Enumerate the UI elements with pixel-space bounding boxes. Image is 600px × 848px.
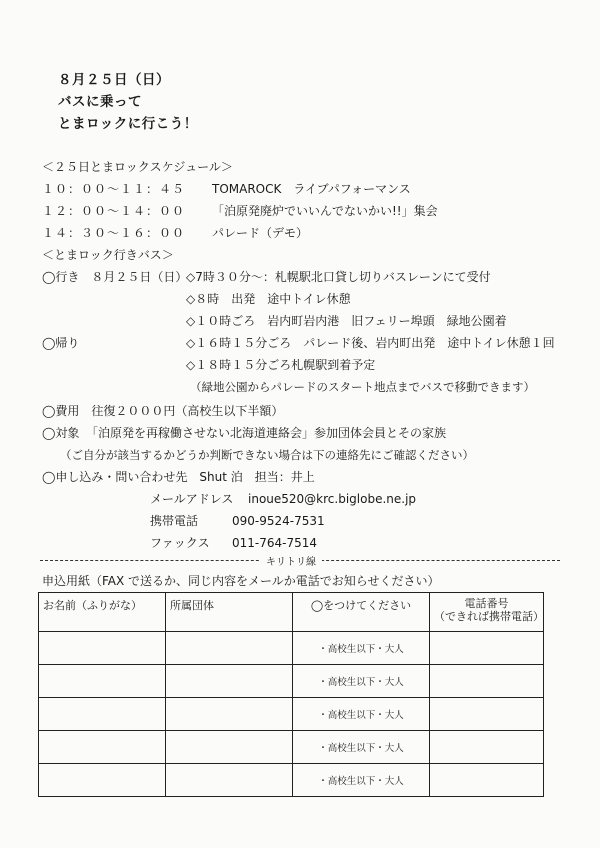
org-column-header: 所属団体 [166,593,293,632]
outbound-label: ◯行き ８月２５日（日） [42,270,188,284]
phone-cell[interactable] [430,731,544,764]
return-item: ◇１８時１５分ごろ札幌駅到着予定 [186,358,376,372]
schedule-event: 「泊原発廃炉でいいんでないかい!!」集会 [212,204,438,218]
event-date: ８月２５日（日） [58,72,170,88]
org-cell[interactable] [166,698,293,731]
org-cell[interactable] [166,764,293,797]
headline-line2: とまロックに行こう！ [58,116,198,132]
schedule-event: TOMAROCK ライブパフォーマンス [212,182,411,196]
mobile-number: 090-9524-7531 [232,514,325,528]
form-row [39,698,544,731]
org-cell[interactable] [166,731,293,764]
form-row [39,665,544,698]
form-row [39,632,544,665]
ticket-cell[interactable]: ・高校生以下・大人 [293,665,430,698]
application-form-table [38,592,544,797]
org-cell[interactable] [166,632,293,665]
name-cell[interactable] [39,764,166,797]
form-header-row [39,593,544,632]
bus-heading: ＜とまロック行きバス＞ [42,248,174,262]
phone-header-line2: （できれば携帯電話） [434,610,544,623]
schedule-time: １２：００～１４：００ [42,204,186,218]
name-column-header: お名前（ふりがな） [39,593,166,632]
return-item: ◇１６時１５分ごろ パレード後、岩内町出発 途中トイレ休憩１回 [186,336,555,350]
cut-line-label: キリトリ線 [260,553,322,568]
name-cell[interactable] [39,698,166,731]
fax-number: 011-764-7514 [232,536,318,550]
phone-cell[interactable] [430,764,544,797]
target-label: ◯対象 [42,426,80,440]
name-cell[interactable] [39,632,166,665]
target-text: 「泊原発を再稼働させない北海道連絡会」参加団体会員とその家族 [86,426,447,440]
schedule-time: １０：００～１１：４５ [42,182,186,196]
headline-line1: バスに乗って [58,94,142,110]
phone-cell[interactable] [430,698,544,731]
contact-heading: ◯申し込み・問い合わせ先 Shut 泊 担当：井上 [42,470,315,484]
ticket-cell[interactable]: ・高校生以下・大人 [293,632,430,665]
form-row [39,731,544,764]
return-note: （緑地公園からパレードのスタート地点までバスで移動できます） [190,380,535,394]
schedule-time: １４：３０～１６：００ [42,226,186,240]
outbound-item: ◇８時 出発 途中トイレ休憩 [186,292,351,306]
phone-header-line1: 電話番号 [464,597,509,610]
phone-cell[interactable] [430,665,544,698]
schedule-event: パレード（デモ） [212,226,309,240]
phone-column-header [430,593,544,632]
phone-cell[interactable] [430,632,544,665]
outbound-item: ◇１０時ごろ 岩内町岩内港 旧フェリー埠頭 緑地公園着 [186,314,507,328]
email-label: メールアドレス [150,492,234,506]
ticket-cell[interactable]: ・高校生以下・大人 [293,764,430,797]
form-title: 申込用紙（FAX で送るか、同じ内容をメールか電話でお知らせください） [42,574,440,588]
form-row [39,764,544,797]
email-address[interactable]: inoue520@krc.biglobe.ne.jp [248,492,417,506]
name-cell[interactable] [39,731,166,764]
org-cell[interactable] [166,665,293,698]
ticket-cell[interactable]: ・高校生以下・大人 [293,731,430,764]
fax-label: ファックス [150,536,210,550]
mobile-label: 携帯電話 [150,514,199,528]
schedule-heading: ＜２５日とまロックスケジュール＞ [42,160,233,174]
ticket-cell[interactable]: ・高校生以下・大人 [293,698,430,731]
outbound-item: ◇7時３０分～：札幌駅北口貸し切りバスレーンにて受付 [186,270,491,284]
fee: ◯費用 往復２０００円（高校生以下半額） [42,404,284,418]
name-cell[interactable] [39,665,166,698]
return-label: ◯帰り [42,336,80,350]
target-note: （ご自分が該当するかどうか判断できない場合は下の連絡先にご確認ください） [60,448,474,462]
ticket-column-header: ◯をつけてください [293,593,430,632]
